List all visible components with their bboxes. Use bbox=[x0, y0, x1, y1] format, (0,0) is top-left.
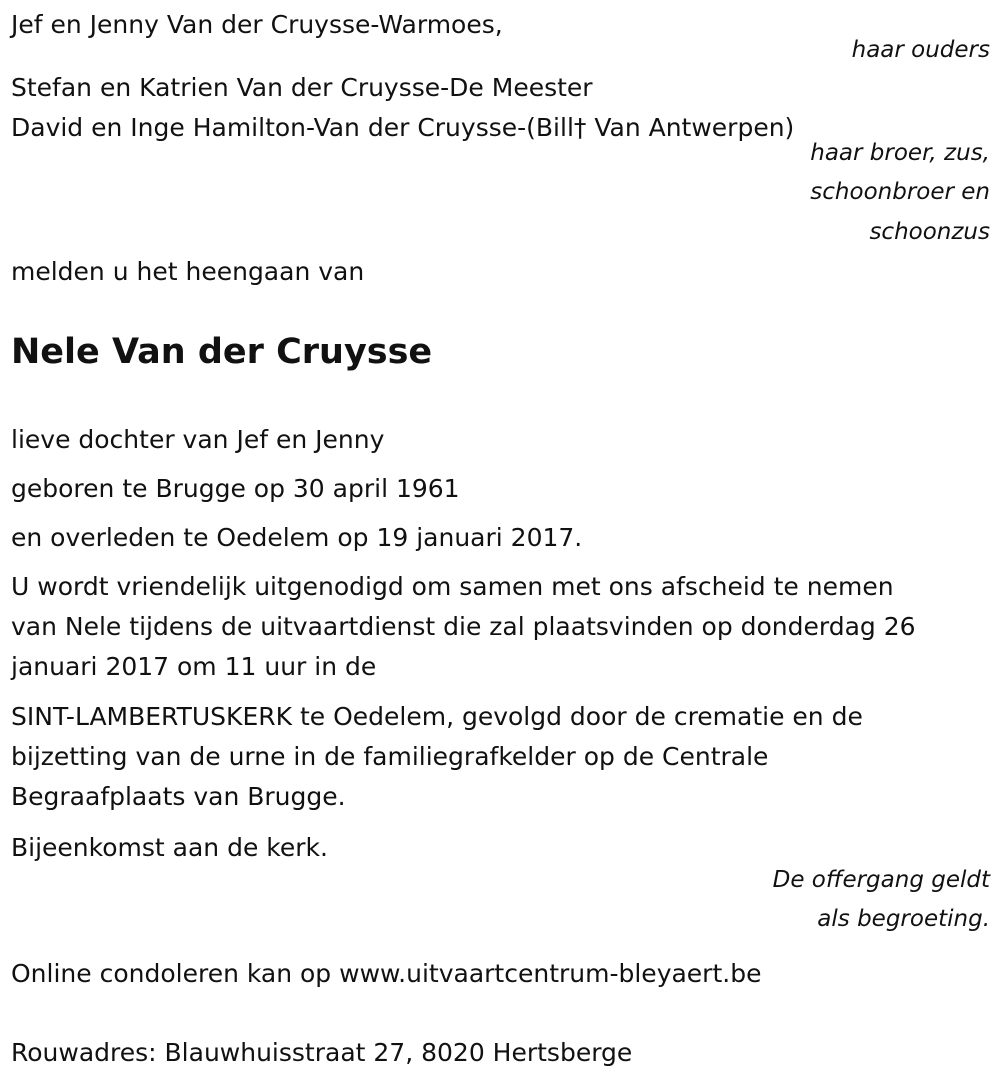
detail-daughter: lieve dochter van Jef en Jenny bbox=[11, 425, 385, 454]
parents-relation: haar ouders bbox=[851, 37, 990, 63]
detail-died: en overleden te Oedelem op 19 januari 2017. bbox=[11, 523, 583, 552]
mourning-address: Rouwadres: Blauwhuisstraat 27, 8020 Hertsberge bbox=[11, 1038, 633, 1067]
offering-line-1: De offergang geldt bbox=[772, 867, 990, 893]
online-condolence: Online condoleren kan op www.uitvaartcentrum-bleyaert.be bbox=[11, 959, 762, 988]
invitation-paragraph bbox=[11, 567, 989, 687]
invitation-line-2: van Nele tijdens de uitvaartdienst die zal plaatsvinden op donderdag 26 bbox=[11, 612, 916, 641]
siblings-relation-2: schoonbroer en bbox=[810, 179, 990, 205]
gathering-text: Bijeenkomst aan de kerk. bbox=[11, 833, 328, 862]
ceremony-paragraph bbox=[11, 697, 989, 817]
siblings-relation-1: haar broer, zus, bbox=[810, 140, 990, 166]
siblings-line-2: David en Inge Hamilton-Van der Cruysse-(Bill† Van Antwerpen) bbox=[11, 113, 795, 142]
offering-line-2: als begroeting. bbox=[817, 906, 990, 932]
announcement-text: melden u het heengaan van bbox=[11, 257, 365, 286]
deceased-name: Nele Van der Cruysse bbox=[11, 332, 433, 372]
parents-names: Jef en Jenny Van der Cruysse-Warmoes, bbox=[11, 10, 503, 39]
ceremony-line-3: Begraafplaats van Brugge. bbox=[11, 782, 346, 811]
siblings-relation-3: schoonzus bbox=[869, 219, 990, 245]
ceremony-line-2: bijzetting van de urne in de familiegrafkelder op de Centrale bbox=[11, 742, 769, 771]
detail-born: geboren te Brugge op 30 april 1961 bbox=[11, 474, 460, 503]
siblings-line-1: Stefan en Katrien Van der Cruysse-De Meester bbox=[11, 73, 593, 102]
invitation-line-1: U wordt vriendelijk uitgenodigd om samen met ons afscheid te nemen bbox=[11, 572, 894, 601]
ceremony-line-1: SINT-LAMBERTUSKERK te Oedelem, gevolgd door de crematie en de bbox=[11, 702, 863, 731]
invitation-line-3: januari 2017 om 11 uur in de bbox=[11, 652, 377, 681]
